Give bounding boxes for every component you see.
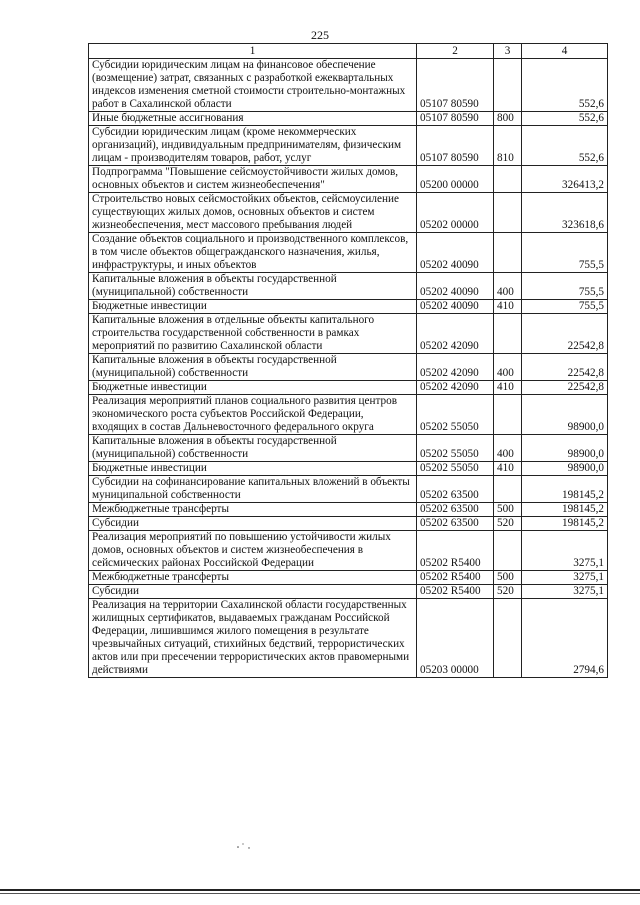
row-code-cell: 05202 40090	[417, 273, 494, 300]
row-type-cell: 810	[494, 126, 522, 166]
row-amount-cell: 326413,2	[522, 166, 608, 193]
table-row	[89, 381, 608, 395]
table-row	[89, 395, 608, 435]
row-code-cell: 05202 55050	[417, 395, 494, 435]
row-amount-cell: 198145,2	[522, 503, 608, 517]
row-name-cell: Строительство новых сейсмостойких объектов, сейсмоусиление существующих жилых домов, основных объектов и систем жизнеобеспечения, мест массового пребывания людей	[89, 193, 417, 233]
row-amount-cell: 198145,2	[522, 517, 608, 531]
row-amount-cell: 22542,8	[522, 314, 608, 354]
table-body	[89, 44, 608, 678]
page-number: 225	[311, 28, 329, 42]
row-type-cell: 410	[494, 462, 522, 476]
row-type-cell	[494, 166, 522, 193]
row-name-cell: Субсидии	[89, 517, 417, 531]
row-type-cell	[494, 314, 522, 354]
table-row	[89, 193, 608, 233]
row-code-cell: 05202 55050	[417, 462, 494, 476]
bottom-rule-thick	[0, 889, 640, 891]
table-row	[89, 517, 608, 531]
row-name-cell: Реализация мероприятий по повышению устойчивости жилых домов, основных объектов и систем жизнеобеспечения в сейсмических районах Российской Федерации	[89, 531, 417, 571]
row-type-cell: 410	[494, 300, 522, 314]
table-row	[89, 476, 608, 503]
row-name-cell: Межбюджетные трансферты	[89, 503, 417, 517]
row-amount-cell: 2794,6	[522, 599, 608, 678]
row-code-cell: 05202 R5400	[417, 571, 494, 585]
row-type-cell	[494, 599, 522, 678]
row-type-cell	[494, 531, 522, 571]
row-name-cell: Капитальные вложения в объекты государственной (муниципальной) собственности	[89, 273, 417, 300]
scan-smudge	[235, 841, 253, 851]
table-row	[89, 314, 608, 354]
row-name-cell: Субсидии	[89, 585, 417, 599]
table-row	[89, 531, 608, 571]
row-amount-cell: 198145,2	[522, 476, 608, 503]
row-type-cell: 520	[494, 517, 522, 531]
header-cell-code: 2	[417, 44, 494, 59]
table-header-row	[89, 44, 608, 59]
row-amount-cell: 3275,1	[522, 571, 608, 585]
table-row	[89, 233, 608, 273]
table-row	[89, 126, 608, 166]
row-type-cell	[494, 476, 522, 503]
row-name-cell: Субсидии юридическим лицам на финансовое обеспечение (возмещение) затрат, связанных с разработкой ежеквартальных индексов изменения сметной стоимости строительно-монтажных работ в Сахалинской области	[89, 59, 417, 112]
header-cell-type: 3	[494, 44, 522, 59]
table-row	[89, 112, 608, 126]
table-row	[89, 59, 608, 112]
row-amount-cell: 98900,0	[522, 395, 608, 435]
row-amount-cell: 3275,1	[522, 585, 608, 599]
table-row	[89, 462, 608, 476]
table-row	[89, 166, 608, 193]
row-code-cell: 05202 55050	[417, 435, 494, 462]
table-row	[89, 354, 608, 381]
row-code-cell: 05107 80590	[417, 59, 494, 112]
row-amount-cell: 98900,0	[522, 462, 608, 476]
row-amount-cell: 755,5	[522, 300, 608, 314]
row-amount-cell: 552,6	[522, 112, 608, 126]
row-code-cell: 05202 40090	[417, 300, 494, 314]
row-amount-cell: 3275,1	[522, 531, 608, 571]
header-cell-name: 1	[89, 44, 417, 59]
row-amount-cell: 22542,8	[522, 354, 608, 381]
row-type-cell: 400	[494, 354, 522, 381]
row-amount-cell: 552,6	[522, 59, 608, 112]
budget-table	[88, 43, 608, 678]
row-name-cell: Капитальные вложения в отдельные объекты капитального строительства государственной собственности в рамках мероприятий по развитию Сахалинской области	[89, 314, 417, 354]
row-type-cell: 500	[494, 571, 522, 585]
row-type-cell	[494, 395, 522, 435]
row-type-cell	[494, 59, 522, 112]
row-code-cell: 05202 00000	[417, 193, 494, 233]
row-code-cell: 05107 80590	[417, 112, 494, 126]
row-amount-cell: 552,6	[522, 126, 608, 166]
row-type-cell: 400	[494, 273, 522, 300]
row-name-cell: Иные бюджетные ассигнования	[89, 112, 417, 126]
row-type-cell: 400	[494, 435, 522, 462]
row-name-cell: Межбюджетные трансферты	[89, 571, 417, 585]
row-amount-cell: 323618,6	[522, 193, 608, 233]
table-row	[89, 503, 608, 517]
row-name-cell: Подпрограмма "Повышение сейсмоустойчивости жилых домов, основных объектов и систем жизнеобеспечения"	[89, 166, 417, 193]
row-name-cell: Бюджетные инвестиции	[89, 300, 417, 314]
row-code-cell: 05107 80590	[417, 126, 494, 166]
row-amount-cell: 98900,0	[522, 435, 608, 462]
table-row	[89, 571, 608, 585]
row-code-cell: 05200 00000	[417, 166, 494, 193]
row-code-cell: 05202 63500	[417, 476, 494, 503]
row-name-cell: Капитальные вложения в объекты государственной (муниципальной) собственности	[89, 354, 417, 381]
bottom-rule-thin	[0, 893, 640, 894]
row-name-cell: Бюджетные инвестиции	[89, 381, 417, 395]
table-row	[89, 585, 608, 599]
row-code-cell: 05203 00000	[417, 599, 494, 678]
row-name-cell: Бюджетные инвестиции	[89, 462, 417, 476]
row-name-cell: Капитальные вложения в объекты государственной (муниципальной) собственности	[89, 435, 417, 462]
row-type-cell: 410	[494, 381, 522, 395]
row-type-cell: 800	[494, 112, 522, 126]
row-code-cell: 05202 42090	[417, 381, 494, 395]
row-code-cell: 05202 42090	[417, 314, 494, 354]
row-code-cell: 05202 63500	[417, 517, 494, 531]
row-amount-cell: 755,5	[522, 233, 608, 273]
row-name-cell: Субсидии на софинансирование капитальных вложений в объекты муниципальной собственности	[89, 476, 417, 503]
row-amount-cell: 22542,8	[522, 381, 608, 395]
table-row	[89, 435, 608, 462]
table-row	[89, 300, 608, 314]
table-row	[89, 273, 608, 300]
row-name-cell: Создание объектов социального и производственного комплексов, в том числе объектов общегражданского назначения, жилья, инфраструктуры, и иных объектов	[89, 233, 417, 273]
row-code-cell: 05202 42090	[417, 354, 494, 381]
row-type-cell: 520	[494, 585, 522, 599]
row-name-cell: Реализация мероприятий планов социального развития центров экономического роста субъектов Российской Федерации, входящих в состав Дальневосточного федерального округа	[89, 395, 417, 435]
row-name-cell: Субсидии юридическим лицам (кроме некоммерческих организаций), индивидуальным предпринимателям, физическим лицам - производителям товаров, работ, услуг	[89, 126, 417, 166]
row-amount-cell: 755,5	[522, 273, 608, 300]
row-type-cell	[494, 233, 522, 273]
row-name-cell: Реализация на территории Сахалинской области государственных жилищных сертификатов, выдаваемых гражданам Российской Федерации, лишившимся жилого помещения в результате чрезвычайных ситуаций, стихийных бедствий, террористических актов или при пресечении террористических актов правомерными действиями	[89, 599, 417, 678]
row-code-cell: 05202 R5400	[417, 585, 494, 599]
row-code-cell: 05202 40090	[417, 233, 494, 273]
row-type-cell	[494, 193, 522, 233]
header-cell-amount: 4	[522, 44, 608, 59]
row-code-cell: 05202 63500	[417, 503, 494, 517]
row-code-cell: 05202 R5400	[417, 531, 494, 571]
table-row	[89, 599, 608, 678]
row-type-cell: 500	[494, 503, 522, 517]
